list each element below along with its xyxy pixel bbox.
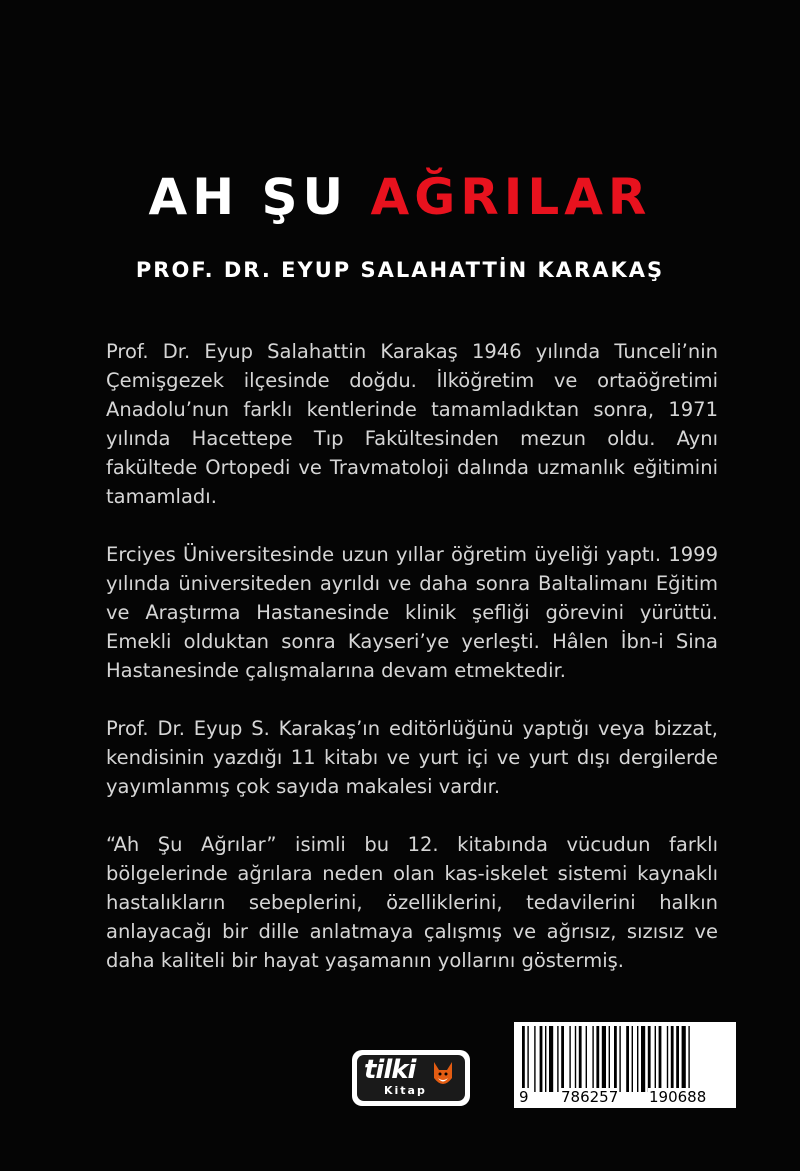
barcode-digit-right: 190688 [649,1088,707,1106]
author-name: PROF. DR. EYUP SALAHATTİN KARAKAŞ [135,258,665,282]
title-white-part: AH ŞU [148,168,349,226]
publisher-logo [352,1050,470,1106]
barcode-bars [520,1026,730,1092]
publisher-sub: Kitap [384,1084,427,1097]
paragraph: Prof. Dr. Eyup Salahattin Karakaş 1946 yılında Tunceli’nin Çemişgezek ilçesinde doğdu. İlköğretim ve ortaöğretimi Anadolu’nun farklı kentlerinde tamamladıktan sonra, 1971 yılında Hacettepe Tıp Fakültesinden mezun oldu. Aynı fakültede Ortopedi ve Travmatoloji dalında uzmanlık eğitimini tamamladı. [106,340,718,508]
isbn-barcode [514,1022,736,1108]
barcode-digits [514,1088,736,1108]
fox-icon [430,1058,456,1092]
paragraph: Erciyes Üniversitesinde uzun yıllar öğretim üyeliği yaptı. 1999 yılında üniversiteden ayrıldı ve daha sonra Baltalimanı Eğitim ve Araştırma Hastanesinde klinik şefliği görevini yürüttü. Emekli olduktan sonra Kayseri’ye yerleşti. Hâlen İbn-i Sina Hastanesinde çalışmalarına devam etmektedir. [106,543,718,682]
paragraph: Prof. Dr. Eyup S. Karakaş’ın editörlüğünü yaptığı veya bizzat, kendisinin yazdığı 11 kitabı ve yurt içi ve yurt dışı dergilerde yayımlanmış çok sayıda makalesi vardır. [106,717,718,798]
book-title [0,168,800,226]
barcode-digit-first: 9 [519,1088,529,1106]
publisher-name: tilki [364,1055,416,1085]
paragraph: “Ah Şu Ağrılar” isimli bu 12. kitabında vücudun farklı bölgelerinde ağrılara neden olan kas-iskelet sistemi kaynaklı hastalıkların sebeplerini, özelliklerini, tedavilerini halkın anlayacağı bir dille anlatmaya çalışmış ve ağrısız, sızısız ve daha kaliteli bir hayat yaşamanın yollarını göstermiş. [106,833,718,972]
barcode-digit-left: 786257 [561,1088,619,1106]
back-cover-text [106,337,718,1004]
title-red-part: AĞRILAR [370,168,652,226]
